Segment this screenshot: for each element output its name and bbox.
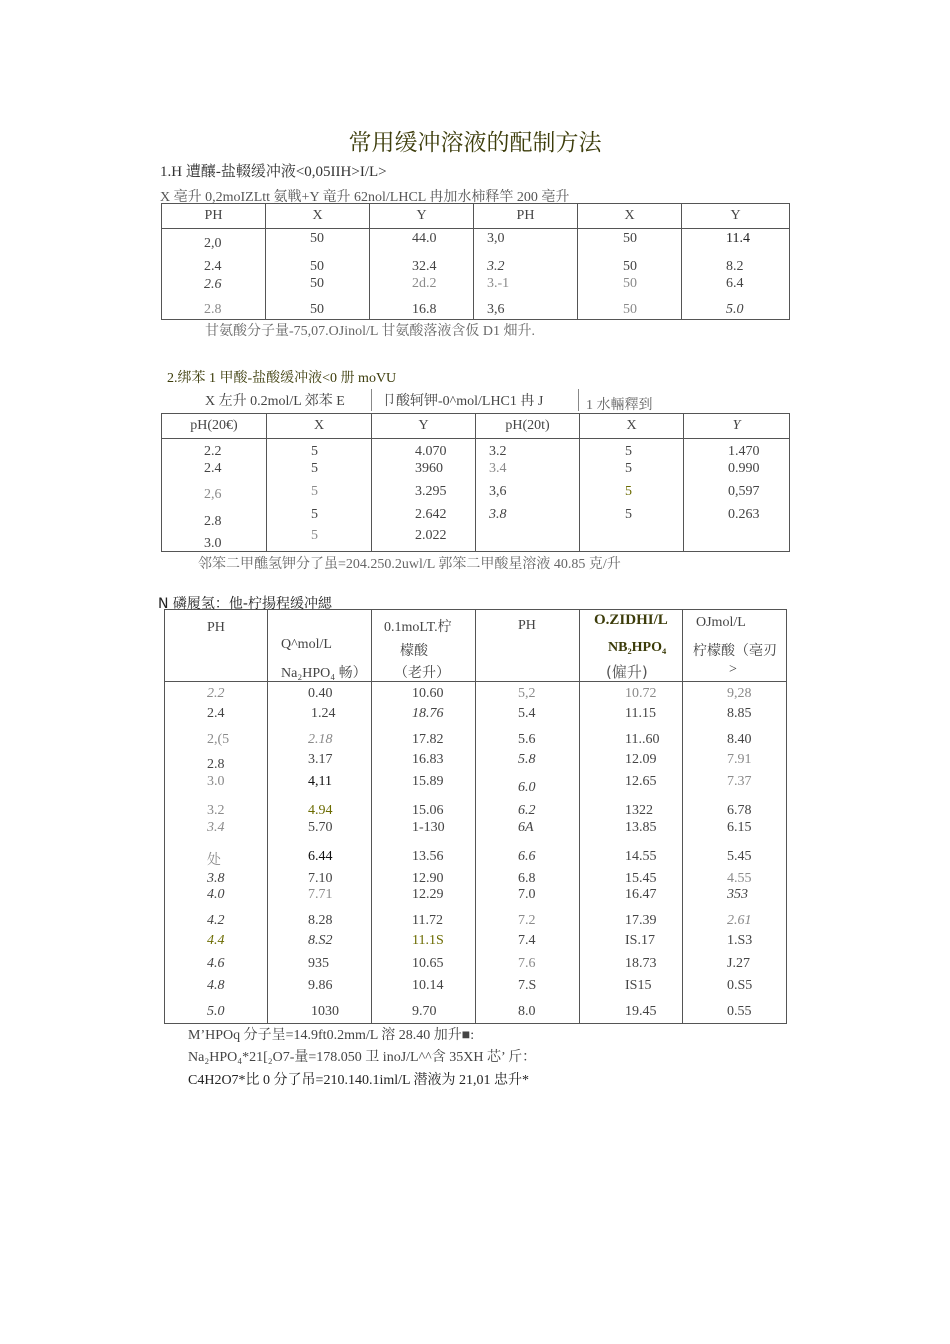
table-cell: 1-130 <box>412 820 445 835</box>
table-cell: 16.83 <box>412 752 444 767</box>
table-cell: 8.85 <box>727 706 752 721</box>
phthalate-hcl-table <box>161 413 790 552</box>
table-cell: 935 <box>308 956 329 971</box>
table-cell: 5 <box>625 444 632 459</box>
table-cell: 3.2 <box>207 803 225 818</box>
table-cell: 2.4 <box>204 259 222 274</box>
table-cell: 7.0 <box>518 887 536 902</box>
table-cell: 1030 <box>311 1004 339 1019</box>
header-y: Y <box>684 414 790 439</box>
table-cell: 4.94 <box>308 803 333 818</box>
table-cell: 17.39 <box>625 913 657 928</box>
table-cell: 3.295 <box>415 484 447 499</box>
table-cell: 3,0 <box>487 231 505 246</box>
section1-heading: 1.H 遭釀-盐輟缓冲液<0,05IIH>I/L> <box>160 164 387 180</box>
table-cell: 50 <box>310 231 324 246</box>
table-cell: 6.15 <box>727 820 752 835</box>
table-cell: 7.4 <box>518 933 536 948</box>
table-cell: 2.2 <box>204 444 222 459</box>
table-cell: 2.4 <box>207 706 225 721</box>
table-cell: 2.61 <box>727 913 752 928</box>
table-cell: 8.S2 <box>308 933 333 948</box>
table-cell: 5.0 <box>726 302 744 317</box>
table-cell: 9.86 <box>308 978 333 993</box>
table-cell: 13.56 <box>412 849 444 864</box>
table-cell: 2.8 <box>204 302 222 317</box>
table-cell: 50 <box>623 276 637 291</box>
table-cell: 32.4 <box>412 259 437 274</box>
table-cell: IS15 <box>625 978 652 993</box>
table-cell: 10.60 <box>412 686 444 701</box>
table-cell: 2.8 <box>207 757 225 772</box>
table-cell: 6.4 <box>726 276 744 291</box>
header-citric-acid-2: OJmol/L <box>696 615 746 630</box>
table-cell: 2.642 <box>415 507 447 522</box>
phosphate-citrate-table <box>164 609 787 1024</box>
section2-sub-right: 1 水輛釋到 <box>586 398 653 413</box>
header-x: X <box>578 204 682 229</box>
table-cell: 0.263 <box>728 507 760 522</box>
table-cell: 9.70 <box>412 1004 437 1019</box>
table-cell: 8.40 <box>727 732 752 747</box>
table-cell: 8.2 <box>726 259 744 274</box>
table-cell: 15.89 <box>412 774 444 789</box>
table-cell: 16.47 <box>625 887 657 902</box>
table-cell: 5 <box>311 528 318 543</box>
table-cell: 2d.2 <box>412 276 437 291</box>
table-cell: 7.10 <box>308 871 333 886</box>
section3-note-2: Na₂HPO₄*21[₂O7-量=178.050 卫 inoJ/L^^含 35XH 芯’ 斤： <box>188 1050 537 1065</box>
table-cell: 6.44 <box>308 849 333 864</box>
table-cell: 0,597 <box>728 484 760 499</box>
header-na2hpo4-2-name: NB₂HPO₄ <box>608 640 667 655</box>
table-cell: 1322 <box>625 803 653 818</box>
table-cell: 2,0 <box>204 236 222 251</box>
header-x: X <box>580 414 684 439</box>
table-cell: 4.6 <box>207 956 225 971</box>
table-cell: 5 <box>311 484 318 499</box>
table-cell: 10.14 <box>412 978 444 993</box>
table-cell: 5 <box>311 461 318 476</box>
table-cell: 18.73 <box>625 956 657 971</box>
header-na2hpo4: Q^mol/L <box>281 637 332 652</box>
table-cell: 0.55 <box>727 1004 752 1019</box>
table-cell: 5,2 <box>518 686 536 701</box>
table-cell: 2.8 <box>204 514 222 529</box>
table-cell: 0.990 <box>728 461 760 476</box>
table-cell: 8.0 <box>518 1004 536 1019</box>
table-cell: 4.2 <box>207 913 225 928</box>
header-x: X <box>267 414 372 439</box>
table-cell: 6.8 <box>518 871 536 886</box>
header-citric-acid: 0.1moLT.柠 <box>384 620 452 635</box>
table-cell: 2.18 <box>308 732 333 747</box>
section3-note-3: C4H2O7*比 0 分了吊=210.140.1iml/L 潜液为 21,01 忠升* <box>188 1073 530 1088</box>
table-cell: 11.72 <box>412 913 443 928</box>
table-cell: 2,(5 <box>207 732 230 747</box>
table-cell: 11..60 <box>625 732 660 747</box>
table-cell: 5.0 <box>207 1004 225 1019</box>
table-cell: 5.4 <box>518 706 536 721</box>
table-cell: 3.2 <box>489 444 507 459</box>
table-cell: 11.4 <box>726 231 750 246</box>
table-cell: 5 <box>311 507 318 522</box>
table-cell: 17.82 <box>412 732 444 747</box>
table-cell: 3.17 <box>308 752 333 767</box>
section3-note-1: M’HPOq 分子呈=14.9ft0.2mm/L 溶 28.40 加升■: <box>188 1028 475 1043</box>
table-cell: 3.8 <box>489 507 507 522</box>
table-cell: IS.17 <box>625 933 655 948</box>
table-cell: 1.470 <box>728 444 760 459</box>
table-cell: 12.09 <box>625 752 657 767</box>
section2-heading: 2.绑苯 1 甲酸-盐酸缓冲液<0 册 moVU <box>167 371 397 386</box>
header-citric-acid-name: 檬酸 <box>400 644 428 659</box>
glycine-hcl-table <box>161 203 790 320</box>
table-cell: 50 <box>310 276 324 291</box>
header-ph: pH(20t) <box>476 414 580 439</box>
table-cell: 3.0 <box>204 536 222 551</box>
table-cell: 3.-1 <box>487 276 510 291</box>
table-cell: 13.85 <box>625 820 657 835</box>
table-cell: 5 <box>625 507 632 522</box>
table-cell: J.27 <box>727 956 750 971</box>
table-cell: 12.29 <box>412 887 444 902</box>
table-cell: 4.8 <box>207 978 225 993</box>
header-ph: PH <box>162 204 266 229</box>
section1-note: 甘氨酸分子量-75,07.OJinol/L 甘氨酸落液含仮 D1 畑升. <box>205 324 536 339</box>
header-ph: PH <box>207 620 225 635</box>
table-cell: 7.71 <box>308 887 333 902</box>
table-cell: 3.2 <box>487 259 505 274</box>
table-cell: 3,6 <box>489 484 507 499</box>
header-x: X <box>266 204 370 229</box>
header-ph: PH <box>474 204 578 229</box>
table-cell: 353 <box>727 887 748 902</box>
table-cell: 11.15 <box>625 706 656 721</box>
table-cell: 14.55 <box>625 849 657 864</box>
table-cell: 4.4 <box>207 933 225 948</box>
table-cell: 11.1S <box>412 933 444 948</box>
table-cell: 处 <box>207 853 221 868</box>
section2-sub-mid: 卩酸轲钾-0^mol/LHC1 冉 J <box>382 394 544 409</box>
header-na2hpo4-2: O.ZIDHI/L <box>594 612 668 628</box>
table-cell: 6.78 <box>727 803 752 818</box>
table-cell: 3,6 <box>487 302 505 317</box>
table-cell: 2.4 <box>204 461 222 476</box>
header-na2hpo4-2-unit: (僱升) <box>606 663 648 681</box>
table-cell: 3.4 <box>207 820 225 835</box>
table-cell: 15.45 <box>625 871 657 886</box>
table-cell: 4.070 <box>415 444 447 459</box>
header-y: Y <box>370 204 474 229</box>
table-cell: 7.37 <box>727 774 752 789</box>
table-cell: 5.8 <box>518 752 536 767</box>
divider <box>578 389 579 411</box>
table-cell: 2,6 <box>204 487 222 502</box>
table-cell: 44.0 <box>412 231 437 246</box>
table-cell: 8.28 <box>308 913 333 928</box>
section1-subtitle: X 亳升 0,2moIZLtt 氨戦+Y 竜升 62nol/LHCL 冉加水柿释竿 200 亳升 <box>160 190 570 205</box>
table-cell: 2.022 <box>415 528 447 543</box>
table-cell: 2.6 <box>204 277 222 292</box>
header-citric-acid-2-name: 柠檬酸（亳刃 <box>693 644 777 659</box>
section2-sub-left: X 左升 0.2mol/L 郊苯 E <box>205 394 345 409</box>
table-cell: 3.8 <box>207 871 225 886</box>
table-cell: 5 <box>625 484 632 499</box>
table-cell: 18.76 <box>412 706 444 721</box>
section2-note: 邻笨二甲醮氢钾分了虽=204.250.2uwl/L 郭笨二甲酸星溶液 40.85 克/升 <box>198 557 621 572</box>
table-cell: 6.6 <box>518 849 536 864</box>
header-ph: pH(20€) <box>162 414 267 439</box>
table-cell: 5.6 <box>518 732 536 747</box>
table-cell: 7.S <box>518 978 537 993</box>
table-cell: 4,11 <box>308 774 332 789</box>
table-cell: 7.91 <box>727 752 752 767</box>
table-cell: 7.6 <box>518 956 536 971</box>
table-cell: 4.0 <box>207 887 225 902</box>
table-cell: 0.40 <box>308 686 333 701</box>
table-cell: 50 <box>623 231 637 246</box>
table-cell: 50 <box>623 302 637 317</box>
table-cell: 16.8 <box>412 302 437 317</box>
table-cell: 0.S5 <box>727 978 753 993</box>
section3-heading: N 磷履氢：他-柠揚程缓冲緦 <box>158 596 332 612</box>
table-cell: 6.2 <box>518 803 536 818</box>
table-cell: 50 <box>623 259 637 274</box>
header-na2hpo4-unit: Na₂HPO₄ 畅） <box>281 666 367 681</box>
table-cell: 2.2 <box>207 686 225 701</box>
page-title: 常用缓冲溶液的配制方法 <box>348 130 602 156</box>
table-cell: 3960 <box>415 461 443 476</box>
table-cell: 10.72 <box>625 686 657 701</box>
table-cell: 10.65 <box>412 956 444 971</box>
table-cell: 6A <box>518 820 534 835</box>
divider <box>371 389 372 411</box>
table-cell: 3.0 <box>207 774 225 789</box>
header-citric-acid-unit: （老升） <box>394 666 450 681</box>
table-cell: 5 <box>311 444 318 459</box>
header-y: Y <box>682 204 790 229</box>
table-cell: 5.70 <box>308 820 333 835</box>
table-cell: 4.55 <box>727 871 752 886</box>
table-cell: 1.24 <box>311 706 336 721</box>
table-cell: 50 <box>310 259 324 274</box>
table-cell: 6.0 <box>518 780 536 795</box>
header-ph: PH <box>518 618 536 633</box>
header-y: Y <box>372 414 476 439</box>
table-cell: 12.65 <box>625 774 657 789</box>
table-cell: 1.S3 <box>727 933 753 948</box>
table-cell: 19.45 <box>625 1004 657 1019</box>
table-cell: 5.45 <box>727 849 752 864</box>
table-cell: 7.2 <box>518 913 536 928</box>
table-cell: 50 <box>310 302 324 317</box>
header-citric-acid-2-unit: > <box>729 662 737 677</box>
table-cell: 5 <box>625 461 632 476</box>
table-cell: 9,28 <box>727 686 752 701</box>
table-cell: 3.4 <box>489 461 507 476</box>
table-cell: 15.06 <box>412 803 444 818</box>
table-cell: 12.90 <box>412 871 444 886</box>
